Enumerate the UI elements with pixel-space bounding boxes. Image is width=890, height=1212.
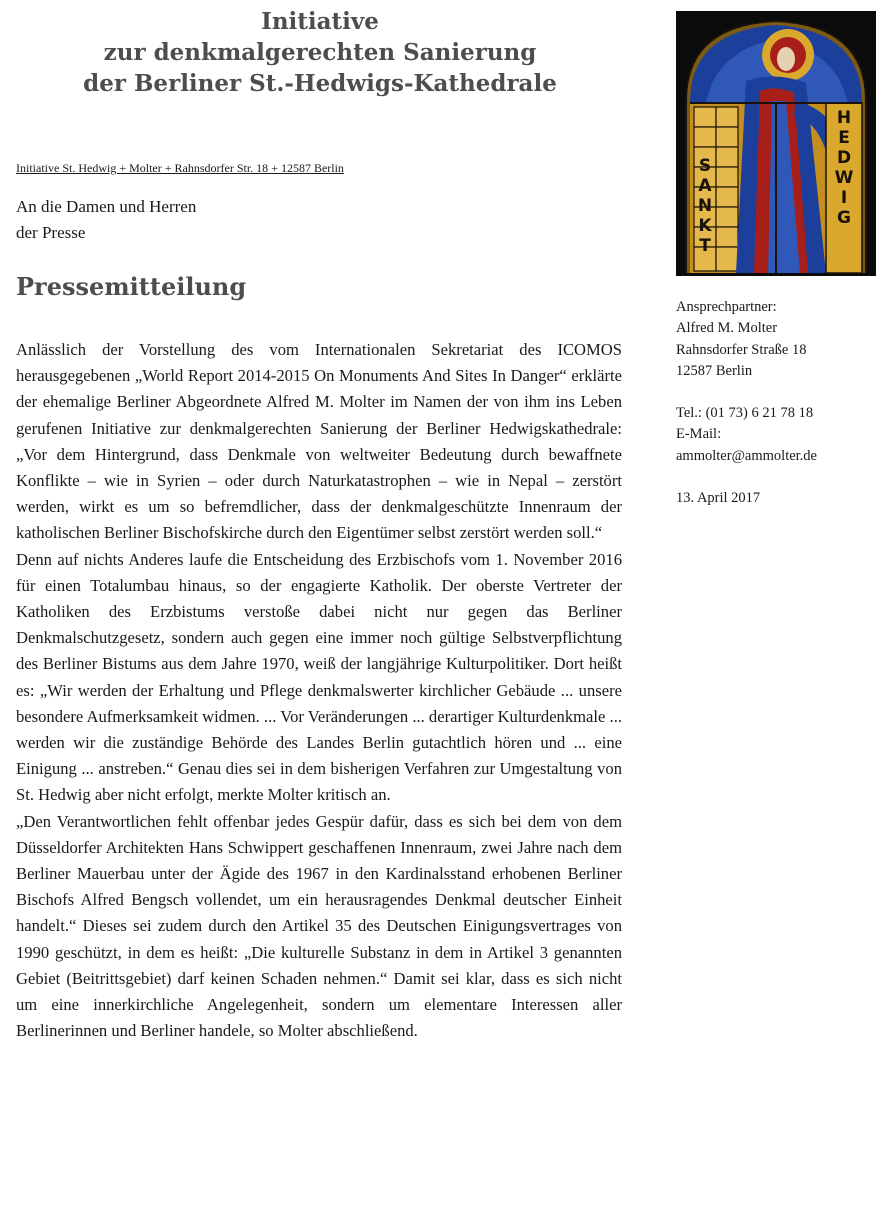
recipient-block xyxy=(16,194,196,246)
recipient-line: der Presse xyxy=(16,223,86,242)
contact-phone: Tel.: (01 73) 6 21 78 18 xyxy=(676,405,814,422)
letterhead-title xyxy=(20,6,620,99)
stained-glass-window-image xyxy=(676,11,876,276)
window-letter: N xyxy=(697,196,713,216)
document-date: 13. April 2017 xyxy=(676,490,761,507)
window-letter: S xyxy=(698,156,712,176)
press-release-body xyxy=(16,337,622,1044)
window-letter: D xyxy=(836,148,852,168)
contact-city: 12587 Berlin xyxy=(676,362,753,379)
window-letter: H xyxy=(836,108,852,128)
window-letter: T xyxy=(699,236,711,256)
recipient-line: An die Damen und Herren xyxy=(16,197,197,216)
contact-email-label: E-Mail: xyxy=(676,426,722,443)
letterhead-title-line: zur denkmalgerechten Sanierung xyxy=(103,39,537,66)
contact-block xyxy=(676,297,881,509)
contact-name: Alfred M. Molter xyxy=(676,320,778,337)
sender-address-line: Initiative St. Hedwig + Molter + Rahnsdorfer Str. 18 + 12587 Berlin xyxy=(16,161,344,175)
contact-street: Rahnsdorfer Straße 18 xyxy=(676,341,807,358)
letterhead-title-line: der Berliner St.-Hedwigs-Kathedrale xyxy=(83,70,557,97)
window-letter: W xyxy=(834,168,854,188)
body-paragraph: Denn auf nichts Anderes laufe die Entscheidung des Erzbischofs vom 1. November 2016 für einen Totalumbau hinaus, so der engagierte Katholik. Der oberste Vertreter der Katholiken des Erzbistums verstoße dabei nicht nur gegen das Berliner Denkmalschutzgesetz, sondern auch gegen eine immer noch gültige Selbstverpflichtung des Berliner Bistums aus dem Jahre 1970, weiß der langjährige Kulturpolitiker. Dort heißt es: „Wir werden der Erhaltung und Pflege denkmalswerter kirchlicher Gebäude ... unsere besondere Aufmerksamkeit widmen. ... Vor Veränderungen ... derartiger Kulturdenkmale ... werden wir die zuständige Behörde des Landes Berlin gutachtlich hören und ... eine Einigung ... anstreben.“ Genau dies sei in dem bisherigen Verfahren zur Umgestaltung von St. Hedwig aber nicht erfolgt, merkte Molter kritisch an. xyxy=(16,549,622,805)
window-letter: I xyxy=(840,188,848,208)
window-letter: A xyxy=(698,176,712,196)
body-paragraph: „Den Verantwortlichen fehlt offenbar jedes Gespür dafür, dass es sich bei dem von dem Düsseldorfer Architekten Hans Schwippert geschaffenen Innenraum, zwei Jahre nach dem Berliner Mauerbau unter der Ägide des 1967 in den Kardinalsstand erhobenen Berliner Bischofs Alfred Bengsch vollendet, um ein herausragendes Denkmal deutscher Einheit handelt.“ Dieses sei zudem durch den Artikel 35 des Deutschen Einigungsvertrages von 1990 geschützt, in dem es heißt: „Die kulturelle Substanz in dem in Artikel 3 genannten Gebiet (Beitrittsgebiet) darf keinen Schaden nehmen.“ Damit sei klar, dass es sich nicht um eine innerkirchliche Angelegenheit, sondern um elementare Interessen aller Berlinerinnen und Berliner handele, so Molter abschließend. xyxy=(16,811,622,1041)
letterhead-title-line: Initiative xyxy=(261,8,379,35)
window-letter: G xyxy=(837,208,851,228)
contact-email: ammolter@ammolter.de xyxy=(676,447,817,464)
window-letter: E xyxy=(838,128,850,148)
document-heading: Pressemitteilung xyxy=(16,272,247,301)
window-letter: K xyxy=(698,216,712,236)
contact-label: Ansprechpartner: xyxy=(676,299,777,315)
body-paragraph: Anlässlich der Vorstellung des vom Internationalen Sekretariat des ICOMOS herausgegebenen „World Report 2014-2015 On Monuments And Sites In Danger“ erklärte der ehemalige Berliner Abgeordnete Alfred M. Molter im Namen der von ihm ins Leben gerufenen Initiative zur denkmalgerechten Sanierung der Berliner Hedwigskathedrale: „Vor dem Hintergrund, dass Denkmale von weltweiter Bedeutung durch bewaffnete Konflikte – wie in Syrien – oder durch Naturkatastrophen – wie in Nepal – zerstört werden, wirkt es um so befremdlicher, dass der denkmalgeschützte Innenraum der katholischen Berliner Bischofskirche durch den Eigentümer selbst zerstört werden soll.“ xyxy=(16,340,622,543)
